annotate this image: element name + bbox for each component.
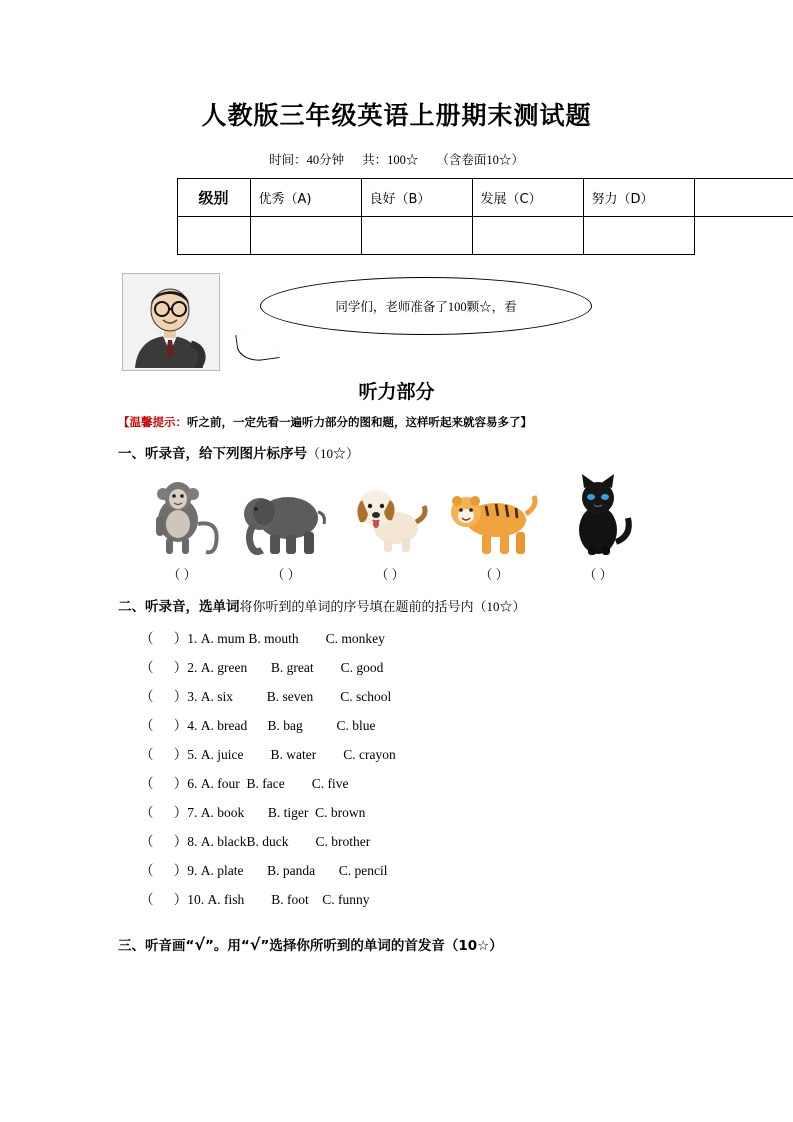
exam-time: 时间：40分钟 bbox=[269, 153, 345, 167]
grade-col-d: 努力（D） bbox=[583, 179, 694, 217]
teacher-speech-row bbox=[0, 273, 793, 373]
question-1-score: （10☆） bbox=[307, 446, 360, 461]
grade-col-a: 优秀（A) bbox=[250, 179, 361, 217]
tiger-image bbox=[442, 470, 546, 558]
list-item[interactable]: （ ）4. A. bread B. bag C. blue bbox=[140, 718, 376, 733]
list-item[interactable]: （ ）8. A. blackB. duck C. brother bbox=[140, 834, 371, 849]
speech-bubble-text: 同学们，老师准备了100颗☆，看 bbox=[335, 300, 517, 314]
question-3-title-c: ”选择你所听到的单词的首发音 bbox=[260, 938, 445, 954]
list-item[interactable]: （ ）1. A. mum B. mouth C. monkey bbox=[140, 631, 385, 646]
question-1-title: 一、听录音，给下列图片标序号 bbox=[118, 446, 307, 462]
table-row bbox=[177, 179, 793, 217]
section-title-listening: 听力部分 bbox=[358, 381, 435, 403]
question-3-score: （10☆） bbox=[444, 938, 503, 954]
exam-total: 共：100☆ bbox=[362, 153, 419, 167]
grade-col-b: 良好（B） bbox=[361, 179, 472, 217]
question-1-heading bbox=[118, 442, 793, 462]
elephant-image bbox=[234, 470, 338, 558]
bracket-5[interactable]: （ ） bbox=[583, 567, 613, 582]
exam-note: （含卷面10☆） bbox=[436, 153, 524, 167]
grade-col-e bbox=[694, 179, 793, 217]
grade-col-c: 发展（C） bbox=[472, 179, 583, 217]
grade-cell-blank-3[interactable] bbox=[361, 217, 472, 255]
question-2-score: （10☆） bbox=[473, 599, 526, 614]
grade-cell-blank-4[interactable] bbox=[472, 217, 583, 255]
bracket-3[interactable]: （ ） bbox=[375, 567, 405, 582]
grade-table bbox=[177, 178, 793, 255]
list-item[interactable]: （ ）10. A. fish B. foot C. funny bbox=[140, 892, 370, 907]
grade-cell-blank-1[interactable] bbox=[177, 217, 250, 255]
list-item[interactable]: （ ）9. A. plate B. panda C. pencil bbox=[140, 863, 388, 878]
question-3-title-b: ”。用“ bbox=[205, 938, 250, 954]
list-item[interactable]: （ ）7. A. book B. tiger C. brown bbox=[140, 805, 366, 820]
bracket-4[interactable]: （ ） bbox=[479, 567, 509, 582]
checkmark-icon: √ bbox=[194, 935, 206, 954]
dog-icon bbox=[340, 472, 440, 558]
grade-table-wrap bbox=[147, 178, 654, 255]
question-2-instruction: 将你听到的单词的序号填在题前的括号内 bbox=[239, 599, 474, 614]
list-item[interactable]: （ ）6. A. four B. face C. five bbox=[140, 776, 349, 791]
listening-tip bbox=[118, 414, 793, 430]
speech-bubble bbox=[260, 277, 592, 335]
animal-image-row bbox=[130, 470, 670, 558]
question-3-heading bbox=[118, 934, 793, 954]
list-item[interactable]: （ ）2. A. green B. great C. good bbox=[140, 660, 384, 675]
grade-label: 级别 bbox=[177, 179, 250, 217]
page-title: 人教版三年级英语上册期末测试题 bbox=[201, 101, 592, 130]
answer-bracket-row bbox=[130, 564, 670, 583]
bracket-1[interactable]: （ ） bbox=[167, 567, 197, 582]
checkmark-icon: √ bbox=[249, 935, 261, 954]
monkey-image bbox=[130, 470, 234, 558]
grade-cell-blank-2[interactable] bbox=[250, 217, 361, 255]
dog-image bbox=[338, 470, 442, 558]
question-2-items bbox=[140, 627, 793, 908]
list-item[interactable]: （ ）3. A. six B. seven C. school bbox=[140, 689, 392, 704]
cat-icon bbox=[548, 472, 648, 558]
teacher-drawing-icon bbox=[123, 274, 217, 368]
question-2-heading bbox=[118, 595, 793, 615]
bracket-2[interactable]: （ ） bbox=[271, 567, 301, 582]
question-2-title: 二、听录音，选单词 bbox=[118, 599, 240, 615]
list-item[interactable]: （ ）5. A. juice B. water C. crayon bbox=[140, 747, 396, 762]
cat-image bbox=[546, 470, 650, 558]
table-row bbox=[177, 217, 793, 255]
exam-meta bbox=[0, 150, 793, 168]
listening-tip-prefix: 【温馨提示： bbox=[118, 415, 187, 429]
elephant-icon bbox=[236, 472, 336, 558]
monkey-icon bbox=[132, 472, 232, 558]
question-3-title-a: 三、听音画“ bbox=[118, 938, 195, 954]
grade-cell-blank-5[interactable] bbox=[583, 217, 694, 255]
teacher-illustration bbox=[122, 273, 220, 371]
listening-tip-body: 听之前，一定先看一遍听力部分的图和题，这样听起来就容易多了】 bbox=[187, 415, 532, 429]
tiger-icon bbox=[444, 472, 544, 558]
